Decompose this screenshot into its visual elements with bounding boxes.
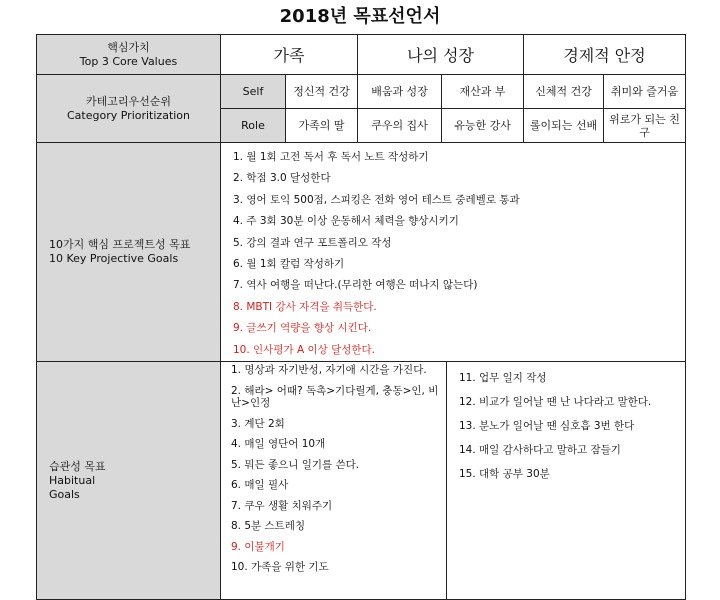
goal-item: 4. 주 3회 30분 이상 운동해서 체력을 향상시키기 xyxy=(233,215,459,228)
habit-goals-left-list xyxy=(221,362,447,599)
goal-item: 7. 역사 여행을 떠난다.(무리한 여행은 떠나지 않는다) xyxy=(233,279,478,292)
habit-goals-label-en-2: Goals xyxy=(49,487,80,501)
habit-goals-right-list xyxy=(447,362,685,599)
goal-item: 6. 월 1회 칼럼 작성하기 xyxy=(233,258,345,271)
goal-item: 12. 비교가 일어날 땐 난 나다라고 말한다. xyxy=(459,396,652,409)
goal-item: 11. 업무 일지 작성 xyxy=(459,372,547,385)
goal-item: 5. 뭐든 좋으니 일기를 쓴다. xyxy=(231,458,360,471)
goal-item: 7. 쿠우 생활 치워주기 xyxy=(231,499,333,512)
core-values-label-ko: 핵심가치 xyxy=(107,40,150,54)
category-label xyxy=(37,75,221,143)
habit-goals-label xyxy=(37,362,221,600)
role-item-3: 유능한 강사 xyxy=(442,109,524,143)
project-goals-label xyxy=(37,143,221,362)
goal-item: 10. 인사평가 A 이상 달성한다. xyxy=(233,343,375,356)
self-label: Self xyxy=(221,75,286,109)
project-goals-list xyxy=(221,143,685,361)
self-item-3: 재산과 부 xyxy=(442,75,524,109)
role-item-5: 위로가 되는 친구 xyxy=(604,109,686,143)
goal-item: 6. 매일 필사 xyxy=(231,479,289,492)
goal-item: 9. 글쓰기 역량을 향상 시킨다. xyxy=(233,322,372,335)
goal-item: 5. 강의 결과 연구 포트폴리오 작성 xyxy=(233,236,392,249)
role-label: Role xyxy=(221,109,286,143)
goal-item: 15. 대학 공부 30분 xyxy=(459,468,550,481)
goal-item: 8. 5분 스트레칭 xyxy=(231,520,306,533)
goal-item: 2. 해라> 어때? 독촉>기다릴게, 충동>인, 비난>인정 xyxy=(231,384,439,410)
role-item-4: 롤이되는 선배 xyxy=(524,109,604,143)
core-value-2: 나의 성장 xyxy=(358,35,524,75)
project-goals-cell xyxy=(221,143,686,362)
goal-item: 1. 명상과 자기반성, 자기애 시간을 가진다. xyxy=(231,364,427,377)
goal-item: 14. 매일 감사하다고 말하고 잠들기 xyxy=(459,444,621,457)
goal-item: 3. 영어 토익 500점, 스피킹은 전화 영어 테스트 중레벨로 통과 xyxy=(233,193,520,206)
goal-declaration-table xyxy=(36,34,686,600)
project-goals-label-en: 10 Key Projective Goals xyxy=(49,252,179,266)
goal-item: 9. 이불개기 xyxy=(231,540,285,553)
core-values-label-en: Top 3 Core Values xyxy=(79,54,178,68)
habit-goals-cell xyxy=(221,362,686,600)
role-item-2: 쿠우의 집사 xyxy=(358,109,442,143)
goal-item: 8. MBTI 강사 자격을 취득한다. xyxy=(233,300,377,313)
core-values-label xyxy=(37,35,221,75)
core-value-1: 가족 xyxy=(221,35,358,75)
project-goals-label-ko: 10가지 핵심 프로젝트성 목표 xyxy=(49,238,191,252)
page-title: 2018년 목표선언서 xyxy=(279,6,441,27)
self-item-2: 배움과 성장 xyxy=(358,75,442,109)
self-item-1: 정신적 건강 xyxy=(286,75,358,109)
self-item-5: 취미와 즐거움 xyxy=(604,75,686,109)
goal-item: 4. 매일 영단어 10개 xyxy=(231,438,326,451)
category-label-ko: 카테고리우선순위 xyxy=(85,94,171,108)
goal-item: 3. 계단 2회 xyxy=(231,417,285,430)
self-item-4: 신체적 건강 xyxy=(524,75,604,109)
core-value-3: 경제적 안정 xyxy=(524,35,686,75)
goal-item: 2. 학점 3.0 달성한다 xyxy=(233,172,331,185)
goal-item: 1. 월 1회 고전 독서 후 독서 노트 작성하기 xyxy=(233,151,429,163)
goal-item: 13. 분노가 일어날 땐 심호흡 3번 한다 xyxy=(459,420,635,433)
category-label-en: Category Prioritization xyxy=(66,108,191,122)
habit-goals-label-ko: 습관성 목표 xyxy=(49,459,106,473)
role-item-1: 가족의 딸 xyxy=(286,109,358,143)
goal-item: 10. 가족을 위한 기도 xyxy=(231,561,329,574)
habit-goals-label-en-1: Habitual xyxy=(49,473,96,487)
